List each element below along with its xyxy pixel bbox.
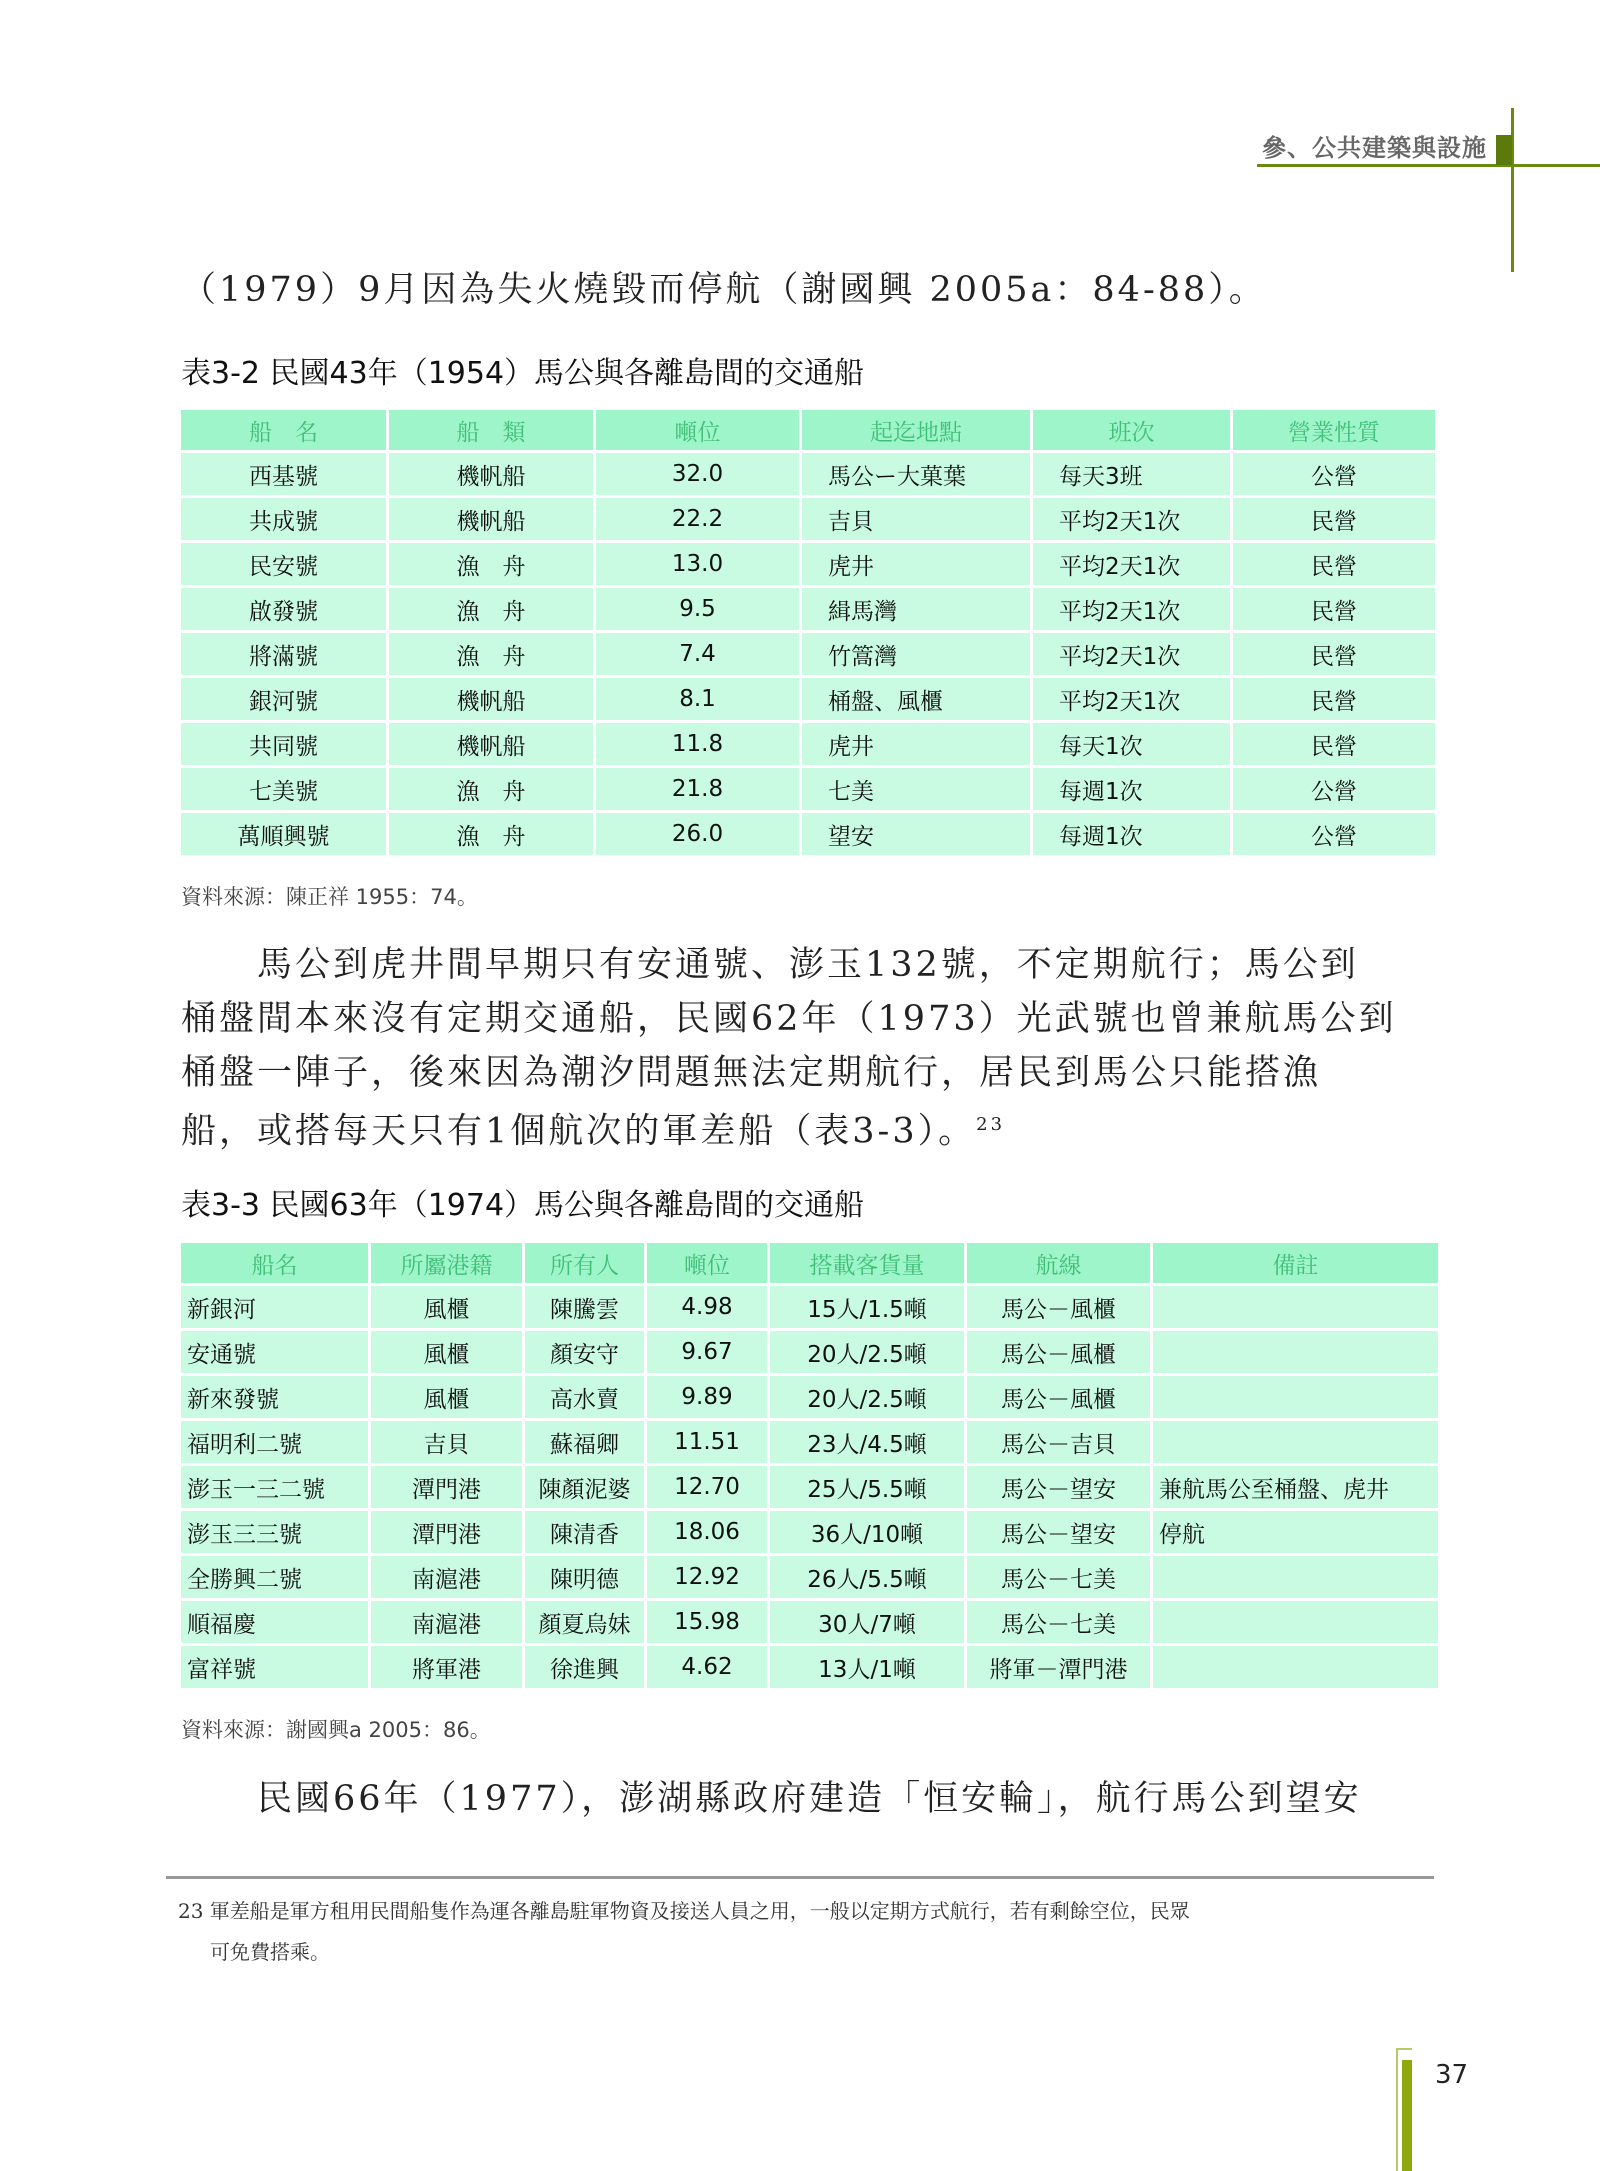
table-cell: 13.0	[596, 543, 799, 585]
table-cell: 南滬港	[371, 1601, 522, 1643]
column-header: 噸位	[647, 1243, 767, 1283]
table-row	[181, 1646, 1438, 1688]
closing-line: 民國66年（1977），澎湖縣政府建造「恒安輪」，航行馬公到望安	[181, 1779, 1362, 1819]
header-rule	[1257, 164, 1600, 167]
table-cell: 萬順興號	[181, 813, 386, 855]
table-cell: 7.4	[596, 633, 799, 675]
table-cell: 共成號	[181, 498, 386, 540]
table-cell: 吉貝	[371, 1421, 522, 1463]
column-header: 所有人	[525, 1243, 644, 1283]
table-cell: 澎玉三三號	[181, 1511, 368, 1553]
table-row	[181, 678, 1435, 720]
table-cell: 民營	[1233, 678, 1435, 720]
table-cell: 8.1	[596, 678, 799, 720]
table-cell: 平均2天1次	[1033, 678, 1230, 720]
column-header: 備註	[1153, 1243, 1438, 1283]
footnote-text: 可免費搭乘。	[210, 1940, 330, 1964]
table-cell: 潭門港	[371, 1466, 522, 1508]
table-cell: 顏安守	[525, 1331, 644, 1373]
table-cell: 陳明德	[525, 1556, 644, 1598]
table-row	[181, 453, 1435, 495]
table-cell: 4.98	[647, 1286, 767, 1328]
table2-caption: 表3-3 民國63年（1974）馬公與各離島間的交通船	[181, 1188, 865, 1223]
table-row	[181, 1556, 1438, 1598]
table-row	[181, 588, 1435, 630]
table-cell: 共同號	[181, 723, 386, 765]
table-cell: 潭門港	[371, 1511, 522, 1553]
table-cell: 18.06	[647, 1511, 767, 1553]
table-cell: 民營	[1233, 498, 1435, 540]
column-header: 營業性質	[1233, 410, 1435, 450]
table-cell: 桶盤、風櫃	[802, 678, 1030, 720]
table-cell	[1153, 1646, 1438, 1688]
table-cell: 澎玉一三二號	[181, 1466, 368, 1508]
table-cell: 馬公－望安	[967, 1511, 1150, 1553]
table-cell: 9.5	[596, 588, 799, 630]
table-cell: 平均2天1次	[1033, 633, 1230, 675]
table-cell: 4.62	[647, 1646, 767, 1688]
table-cell: 25人/5.5噸	[770, 1466, 964, 1508]
table-cell: 26.0	[596, 813, 799, 855]
table-row	[181, 1331, 1438, 1373]
table-cell: 12.92	[647, 1556, 767, 1598]
table-cell: 11.51	[647, 1421, 767, 1463]
table-row	[181, 1421, 1438, 1463]
table-cell: 30人/7噸	[770, 1601, 964, 1643]
table-cell: 南滬港	[371, 1556, 522, 1598]
table-cell: 15.98	[647, 1601, 767, 1643]
table-cell: 順福慶	[181, 1601, 368, 1643]
table-cell: 民營	[1233, 543, 1435, 585]
table-cell: 12.70	[647, 1466, 767, 1508]
table-3-2	[178, 407, 1438, 858]
table-cell: 機帆船	[389, 453, 593, 495]
table-cell: 停航	[1153, 1511, 1438, 1553]
table-row	[181, 1466, 1438, 1508]
table-row	[181, 543, 1435, 585]
table-cell: 七美號	[181, 768, 386, 810]
header-marker	[1496, 135, 1512, 165]
table-cell	[1153, 1421, 1438, 1463]
table-cell: 26人/5.5噸	[770, 1556, 964, 1598]
column-header: 噸位	[596, 410, 799, 450]
table-cell: 虎井	[802, 543, 1030, 585]
table-cell: 民安號	[181, 543, 386, 585]
table-3-3	[178, 1240, 1441, 1691]
table-cell: 銀河號	[181, 678, 386, 720]
table-cell: 高水賣	[525, 1376, 644, 1418]
footnote-ref[interactable]: 23	[976, 1114, 1006, 1135]
table-cell: 9.67	[647, 1331, 767, 1373]
table-cell: 民營	[1233, 633, 1435, 675]
table1-source: 資料來源：陳正祥 1955：74。	[181, 885, 478, 909]
table-cell: 虎井	[802, 723, 1030, 765]
table-cell: 馬公－望安	[967, 1466, 1150, 1508]
table-cell: 緝馬灣	[802, 588, 1030, 630]
column-header: 船名	[181, 1243, 368, 1283]
table-cell: 每天3班	[1033, 453, 1230, 495]
footnote-text: 23 軍差船是軍方租用民間船隻作為運各離島駐軍物資及接送人員之用，一般以定期方式航行，若有剩餘空位，民眾	[178, 1899, 1190, 1923]
table-cell: 馬公－吉貝	[967, 1421, 1150, 1463]
header-vertical-rule	[1511, 108, 1514, 272]
column-header: 起迄地點	[802, 410, 1030, 450]
table-row	[181, 633, 1435, 675]
column-header: 船 類	[389, 410, 593, 450]
table-cell: 20人/2.5噸	[770, 1376, 964, 1418]
table-cell: 民營	[1233, 588, 1435, 630]
table-row	[181, 1286, 1438, 1328]
table-cell: 漁 舟	[389, 768, 593, 810]
table-cell	[1153, 1556, 1438, 1598]
table-cell: 風櫃	[371, 1331, 522, 1373]
table-cell: 陳騰雲	[525, 1286, 644, 1328]
table-cell: 竹篙灣	[802, 633, 1030, 675]
paragraph-line: 馬公到虎井間早期只有安通號、澎玉132號，不定期航行；馬公到	[181, 945, 1359, 985]
table-cell: 每週1次	[1033, 813, 1230, 855]
table-cell: 風櫃	[371, 1286, 522, 1328]
table-cell: 23人/4.5噸	[770, 1421, 964, 1463]
table-cell: 吉貝	[802, 498, 1030, 540]
table-cell: 9.89	[647, 1376, 767, 1418]
column-header: 航線	[967, 1243, 1150, 1283]
intro-line: （1979）9月因為失火燒毀而停航（謝國興 2005a：84-88）。	[181, 270, 1267, 310]
column-header: 班次	[1033, 410, 1230, 450]
table-cell: 蘇福卿	[525, 1421, 644, 1463]
table-cell: 新來發號	[181, 1376, 368, 1418]
page-marker-bar	[1402, 2060, 1412, 2171]
table-cell: 馬公－風櫃	[967, 1286, 1150, 1328]
table-cell: 陳顏泥婆	[525, 1466, 644, 1508]
table-cell: 馬公－七美	[967, 1601, 1150, 1643]
table-cell: 望安	[802, 813, 1030, 855]
table-cell: 11.8	[596, 723, 799, 765]
table-row	[181, 1601, 1438, 1643]
table-cell	[1153, 1376, 1438, 1418]
table-cell: 公營	[1233, 813, 1435, 855]
table1-caption: 表3-2 民國43年（1954）馬公與各離島間的交通船	[181, 356, 865, 391]
table-cell: 漁 舟	[389, 543, 593, 585]
paragraph-line	[181, 1105, 1005, 1152]
table-cell: 平均2天1次	[1033, 588, 1230, 630]
table2-source: 資料來源：謝國興a 2005：86。	[181, 1718, 491, 1742]
table-cell: 全勝興二號	[181, 1556, 368, 1598]
table-cell: 顏夏烏妹	[525, 1601, 644, 1643]
table-row	[181, 813, 1435, 855]
table-cell: 每週1次	[1033, 768, 1230, 810]
table-row	[181, 1376, 1438, 1418]
table-cell: 將軍港	[371, 1646, 522, 1688]
table-row	[181, 768, 1435, 810]
table-cell: 徐進興	[525, 1646, 644, 1688]
table-cell: 馬公－七美	[967, 1556, 1150, 1598]
table-cell: 啟發號	[181, 588, 386, 630]
table-cell: 漁 舟	[389, 813, 593, 855]
table-cell: 陳清香	[525, 1511, 644, 1553]
page-number: 37	[1435, 2060, 1469, 2090]
table-cell: 兼航馬公至桶盤、虎井	[1153, 1466, 1438, 1508]
table-cell: 馬公ー大菓葉	[802, 453, 1030, 495]
table-cell: 32.0	[596, 453, 799, 495]
table-cell: 民營	[1233, 723, 1435, 765]
paragraph-line: 桶盤間本來沒有定期交通船，民國62年（1973）光武號也曾兼航馬公到	[181, 999, 1397, 1039]
table-cell: 西基號	[181, 453, 386, 495]
table-cell: 安通號	[181, 1331, 368, 1373]
table-cell: 新銀河	[181, 1286, 368, 1328]
table-cell: 平均2天1次	[1033, 498, 1230, 540]
chapter-header: 參、公共建築與設施	[1262, 133, 1487, 162]
table-cell: 36人/10噸	[770, 1511, 964, 1553]
table-cell	[1153, 1601, 1438, 1643]
table-cell: 漁 舟	[389, 633, 593, 675]
table-cell	[1153, 1331, 1438, 1373]
table-cell: 將軍－潭門港	[967, 1646, 1150, 1688]
table-cell: 公營	[1233, 453, 1435, 495]
table-cell: 七美	[802, 768, 1030, 810]
column-header: 所屬港籍	[371, 1243, 522, 1283]
page-marker-top	[1396, 2048, 1412, 2050]
paragraph-text: 船，或搭每天只有1個航次的軍差船（表3-3）。	[181, 1111, 977, 1152]
footnote-rule	[166, 1876, 1434, 1879]
table-cell: 平均2天1次	[1033, 543, 1230, 585]
table-cell	[1153, 1286, 1438, 1328]
page-marker-line	[1396, 2048, 1398, 2171]
table-cell: 將滿號	[181, 633, 386, 675]
table-row	[181, 498, 1435, 540]
table-cell: 福明利二號	[181, 1421, 368, 1463]
column-header: 船 名	[181, 410, 386, 450]
table-row	[181, 1511, 1438, 1553]
table-cell: 20人/2.5噸	[770, 1331, 964, 1373]
table-cell: 機帆船	[389, 723, 593, 765]
table-cell: 機帆船	[389, 498, 593, 540]
table-cell: 風櫃	[371, 1376, 522, 1418]
table-cell: 馬公－風櫃	[967, 1376, 1150, 1418]
paragraph-line: 桶盤一陣子，後來因為潮汐問題無法定期航行，居民到馬公只能搭漁	[181, 1053, 1322, 1093]
table-cell: 21.8	[596, 768, 799, 810]
table-cell: 機帆船	[389, 678, 593, 720]
table-cell: 15人/1.5噸	[770, 1286, 964, 1328]
table-cell: 富祥號	[181, 1646, 368, 1688]
table-cell: 13人/1噸	[770, 1646, 964, 1688]
table-cell: 每天1次	[1033, 723, 1230, 765]
table-cell: 22.2	[596, 498, 799, 540]
table-row	[181, 723, 1435, 765]
table-cell: 馬公－風櫃	[967, 1331, 1150, 1373]
table-cell: 漁 舟	[389, 588, 593, 630]
column-header: 搭載客貨量	[770, 1243, 964, 1283]
table-cell: 公營	[1233, 768, 1435, 810]
